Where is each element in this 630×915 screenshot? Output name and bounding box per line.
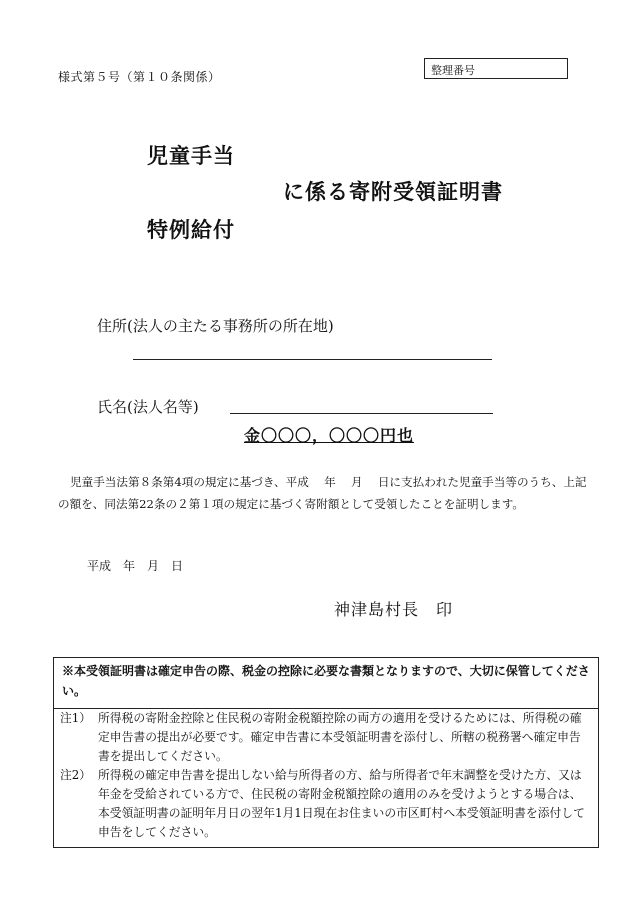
note-text: 所得税の寄附金控除と住民税の寄附金税額控除の両方の適用を受けるためには、所得税の確定申告書の提出が必要です。確定申告書に本受領証明書を添付し、所轄の税務署へ確定申告書を提出してください。 [98,711,582,763]
form-number: 様式第５号（第１０条関係） [58,70,221,84]
address-label: 住所(法人の主たる事務所の所在地) [97,317,334,335]
note-label: 注2） [60,768,92,782]
title-line-3: 特例給付 [147,217,235,242]
issuer-seal: 神津島村長 印 [334,600,454,619]
title-line-2: に係る寄附受領証明書 [283,179,503,204]
address-line [133,359,492,360]
note-item [54,766,598,842]
name-label: 氏名(法人名等) [97,398,199,416]
reference-number-label: 整理番号 [431,64,475,77]
notes-box [53,709,599,848]
certification-statement: 児童手当法第８条第4項の規定に基づき、平成 年 月 日に支払われた児童手当等のうち、上記の額を、同法第22条の２第１項の規定に基づく寄附額として受領したことを証明します。 [58,475,587,511]
note-text: 所得税の確定申告書を提出しない給与所得者の方、給与所得者で年末調整を受けた方、又は年金を受給されている方で、住民税の寄附金税額控除の適用のみを受けようとする場合は、本受領証明書の証明年月日の翌年1月1日現在お住まいの市区町村へ本受領証明書を添付して申告をしてください。 [98,768,585,839]
issue-date: 平成 年 月 日 [87,559,184,573]
name-line [230,413,493,414]
notice-box [53,657,599,709]
reference-number-box [424,58,568,79]
notice-text: ※本受領証明書は確定申告の際、税金の控除に必要な書類となりますので、大切に保管してください。 [62,664,590,698]
title-line-1: 児童手当 [147,143,235,168]
donation-amount: 金〇〇〇，〇〇〇円也 [244,426,415,445]
note-item [54,709,598,766]
note-label: 注1） [60,711,92,725]
